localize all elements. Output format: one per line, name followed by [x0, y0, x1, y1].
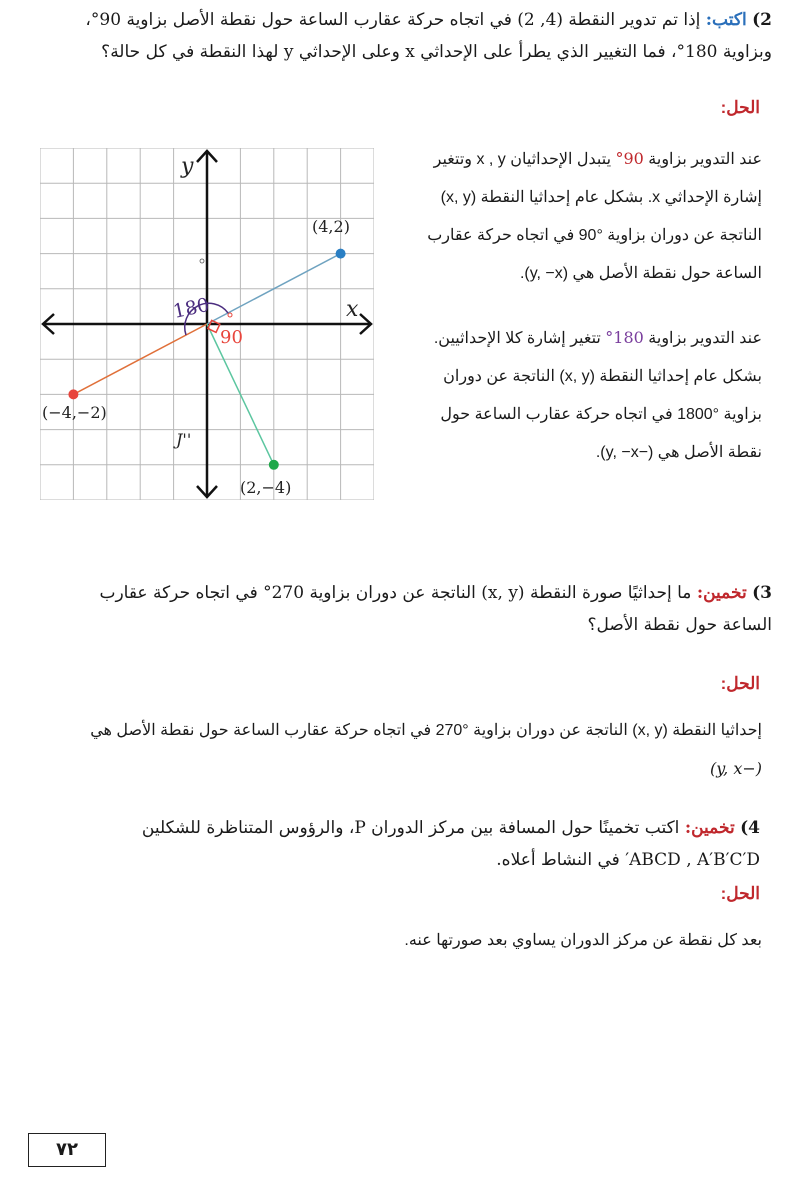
question-text-line2: ABCD , A′B′C′D′ في النشاط أعلاه. — [496, 850, 760, 870]
text-fragment: عند التدوير بزاوية — [643, 330, 762, 347]
question-text-line1: ما إحداثيًا صورة النقطة (x, y) الناتجة عن دوران بزاوية 270° في اتجاه حركة عقارب — [99, 583, 692, 603]
degree-mark — [200, 259, 204, 263]
j-double-prime-label: J'' — [176, 430, 192, 449]
question-text-line1: إذا تم تدوير النقطة (4, 2) في اتجاه حركة عقارب الساعة حول نقطة الأصل بزاوية 90°، — [85, 10, 701, 30]
question-keyword: اكتب: — [705, 10, 747, 30]
angle-90-value: 90° — [615, 149, 644, 168]
question-text-line2: الساعة حول نقطة الأصل؟ — [587, 615, 772, 635]
angle-180-label: 180 — [171, 293, 212, 323]
text-fragment: تتغير إشارة كلا الإحداثيين. — [433, 330, 606, 347]
page-number: ٧٢ — [28, 1133, 106, 1167]
solution-3-text — [22, 712, 762, 788]
text-line: بشكل عام إحداثيا النقطة (x, y) الناتجة عن دوران — [443, 368, 762, 385]
question-number: 2) — [752, 10, 772, 30]
result-coordinates: (−y, x) — [709, 759, 762, 778]
text-line: إحداثيا النقطة (x, y) الناتجة عن دوران بزاوية °270 في اتجاه حركة عقارب الساعة حول نقطة الأصل هي — [90, 722, 762, 739]
x-axis-label: x — [346, 297, 359, 322]
solution-label: الحل: — [720, 884, 760, 903]
question-keyword: تخمين: — [684, 818, 735, 838]
question-2 — [22, 4, 772, 68]
point-a-label: (4,2) — [312, 217, 350, 236]
rotation-coordinate-figure — [40, 148, 374, 500]
degree-mark — [228, 313, 232, 317]
question-text-line2: وبزاوية 180°، فما التغيير الذي يطرأ على الإحداثي x وعلى الإحداثي y لهذا النقطة في كل حالة؟ — [101, 42, 772, 62]
question-number: 3) — [752, 583, 772, 603]
solution-label: الحل: — [720, 674, 760, 693]
solution-label: الحل: — [720, 98, 760, 117]
point-b-dot — [68, 389, 78, 399]
question-text-line1: اكتب تخمينًا حول المسافة بين مركز الدوران P، والرؤوس المتناظرة للشكلين — [141, 818, 680, 838]
text-line: الناتجة عن دوران بزاوية °90 في اتجاه حركة عقارب — [427, 227, 762, 244]
solution-2-text — [382, 140, 762, 472]
text-line: نقطة الأصل هي (−y, −x). — [595, 444, 762, 461]
text-line: الساعة حول نقطة الأصل هي (y, −x). — [519, 265, 762, 282]
angle-180-value: 180° — [605, 328, 644, 347]
point-c-dot — [269, 460, 279, 470]
point-a-dot — [336, 249, 346, 259]
text-fragment: يتبدل الإحداثيان x , y وتتغير — [433, 151, 616, 168]
question-4 — [40, 812, 760, 876]
text-line: بزاوية °1800 في اتجاه حركة عقارب الساعة حول — [440, 406, 762, 423]
solution-4-text — [22, 922, 762, 960]
question-3 — [22, 577, 772, 641]
question-keyword: تخمين: — [696, 583, 747, 603]
point-c-label: (2,−4) — [240, 478, 292, 497]
text-fragment: عند التدوير بزاوية — [643, 151, 762, 168]
angle-90-label: 90 — [220, 327, 243, 348]
y-axis-label: y — [181, 154, 194, 179]
text-line: بعد كل نقطة عن مركز الدوران يساوي بعد صورتها عنه. — [404, 932, 762, 949]
question-number: 4) — [740, 818, 760, 838]
point-b-label: (−4,−2) — [42, 403, 107, 422]
text-line: إشارة الإحداثي x. بشكل عام إحداثيا النقطة (x, y) — [440, 189, 762, 206]
